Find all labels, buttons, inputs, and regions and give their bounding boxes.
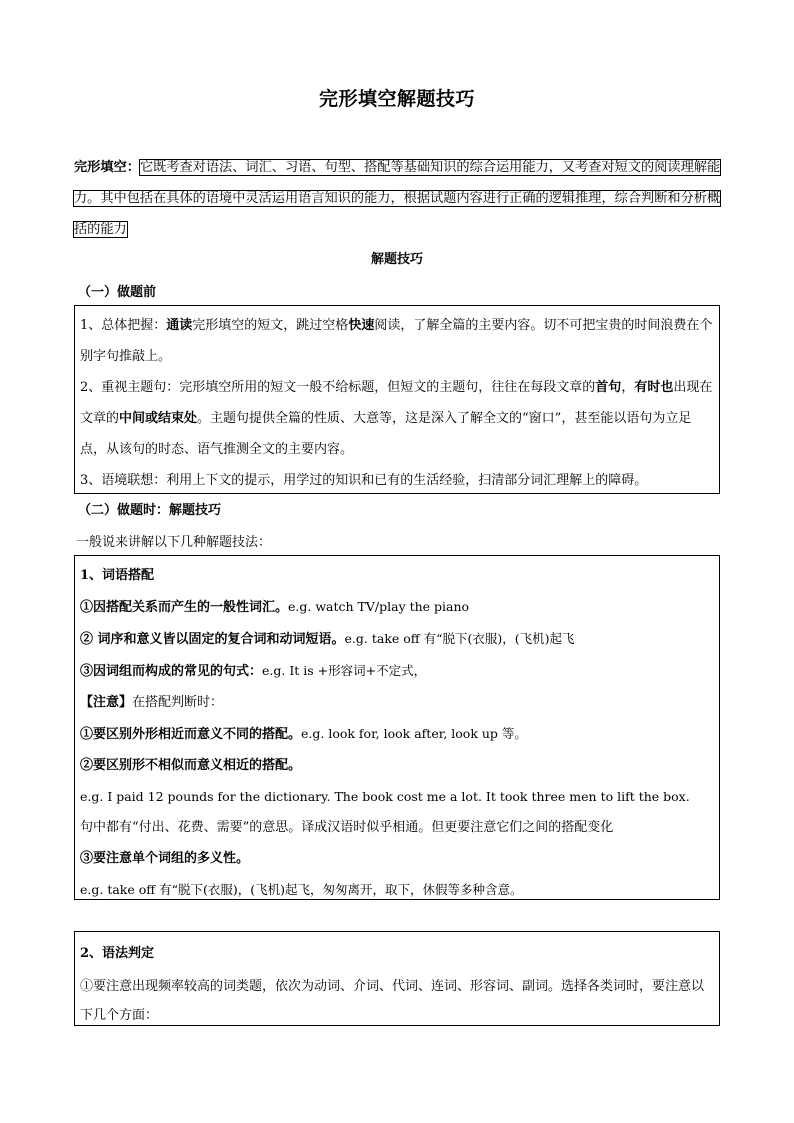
item-2-text-3: 出现在文章的	[80, 380, 713, 426]
line-9-bold: ③要注意单个词组的多义性。	[80, 851, 250, 866]
collocation-line-1	[80, 591, 714, 623]
collocation-note	[80, 687, 714, 718]
item-2-text-2: ，	[621, 380, 635, 395]
item-1-bold-1: 通读	[166, 318, 193, 333]
item-2-bold-1: 首句	[595, 380, 622, 395]
section2-intro: 一般说来讲解以下几种解题技法：	[76, 535, 272, 550]
collocation-example: e.g. I paid 12 pounds for the dictionary. The book cost me a lot. It took three men to lift the box.	[80, 789, 690, 804]
item-2-label: 2、重视主题句：	[80, 380, 180, 395]
intro-paragraph	[74, 152, 722, 245]
collocation-line-9	[80, 843, 714, 874]
item-2-bold-3: 中间或结束处	[119, 411, 198, 426]
collocation-line-5	[80, 718, 714, 750]
item-3	[80, 465, 714, 496]
item-1-bold-2: 快速	[348, 318, 375, 333]
grammar-heading	[80, 936, 714, 972]
line-1-bold: ①因搭配关系而产生的一般性词汇。	[80, 600, 289, 615]
section1-box	[74, 305, 720, 494]
line-5-text: e.g. look for, look after, look up 等。	[301, 726, 527, 741]
section-heading: 解题技巧	[370, 252, 423, 267]
collocation-explanation: 句中都有“付出、花费、需要”的意思。译成汉语时似乎相通。但更要注意它们之间的搭配变化	[80, 820, 614, 835]
item-3-text: 利用上下文的提示，用学过的知识和已有的生活经验，扫清部分词汇理解上的障碍。	[166, 473, 648, 488]
item-1	[80, 310, 714, 372]
collocation-line-2	[80, 623, 714, 655]
grammar-text: ①要注意出现频率较高的词类题，依次为动词、介词、代词、连词、形容词、副词。选择各类词时，要注意以下几个方面：	[80, 979, 705, 1023]
collocation-box	[74, 555, 720, 900]
collocation-line-6	[80, 750, 714, 781]
line-3-text: e.g. It is +形容词+不定式，	[262, 663, 427, 678]
item-2-bold-2: 有时也	[634, 380, 674, 395]
collocation-heading-text: 1、词语搭配	[80, 568, 155, 583]
intro-label: 完形填空：	[74, 160, 140, 175]
grammar-heading-text: 2、语法判定	[80, 946, 155, 961]
item-1-text-2: 阅读，了解全篇的主要内容。切不可把宝贵的时间浪费在个别字句推敲上。	[80, 318, 713, 364]
intro-text: 它既考查对语法、词汇、习语、句型、搭配等基础知识的综合运用能力，又考查对短文的阅读理解能力。其中包括在具体的语境中灵活运用语言知识的能力，根据试题内容进行正确的逻辑推理，综合判断和分析概括的能力	[74, 160, 721, 237]
item-3-label: 3、语境联想：	[80, 473, 167, 488]
item-1-text-1: 完形填空的短文，跳过空格	[192, 318, 349, 333]
collocation-line-3	[80, 655, 714, 687]
line-2-text: e.g. take off 有“脱下(衣服)，(飞机)起飞	[344, 631, 575, 646]
item-2-text-4: 。主题句提供全篇的性质、大意等，这是深入了解全文的“窗口”，甚至能以语句为立足点，从该句的时态、语气推测全文的主要内容。	[80, 411, 692, 457]
page-title: 完形填空解题技巧	[318, 88, 475, 110]
line-1-text: e.g. watch TV/play the piano	[288, 599, 470, 614]
section2-title: （二）做题时：解题技巧	[78, 503, 222, 518]
note-bold: 【注意】	[80, 695, 133, 710]
item-1-label: 1、总体把握：	[80, 318, 167, 333]
line-3-bold: ③因词组而构成的常见的句式：	[80, 664, 263, 679]
grammar-box	[74, 931, 720, 1026]
item-2-text-1: 完形填空所用的短文一般不给标题，但短文的主题句，往往在每段文章的	[179, 380, 596, 395]
line-5-bold: ①要区别外形相近而意义不同的搭配。	[80, 727, 302, 742]
item-2	[80, 372, 714, 465]
section1-title: （一）做题前	[78, 285, 157, 300]
collocation-line-10: e.g. take off 有“脱下(衣服)，(飞机)起飞，匆匆离开，取下，休假等多种含意。	[80, 882, 523, 897]
collocation-heading	[80, 560, 714, 591]
line-6-bold: ②要区别形不相似而意义相近的搭配。	[80, 758, 302, 773]
note-text: 在搭配判断时：	[132, 695, 224, 710]
line-2-bold: ② 词序和意义皆以固定的复合词和动词短语。	[80, 632, 345, 647]
